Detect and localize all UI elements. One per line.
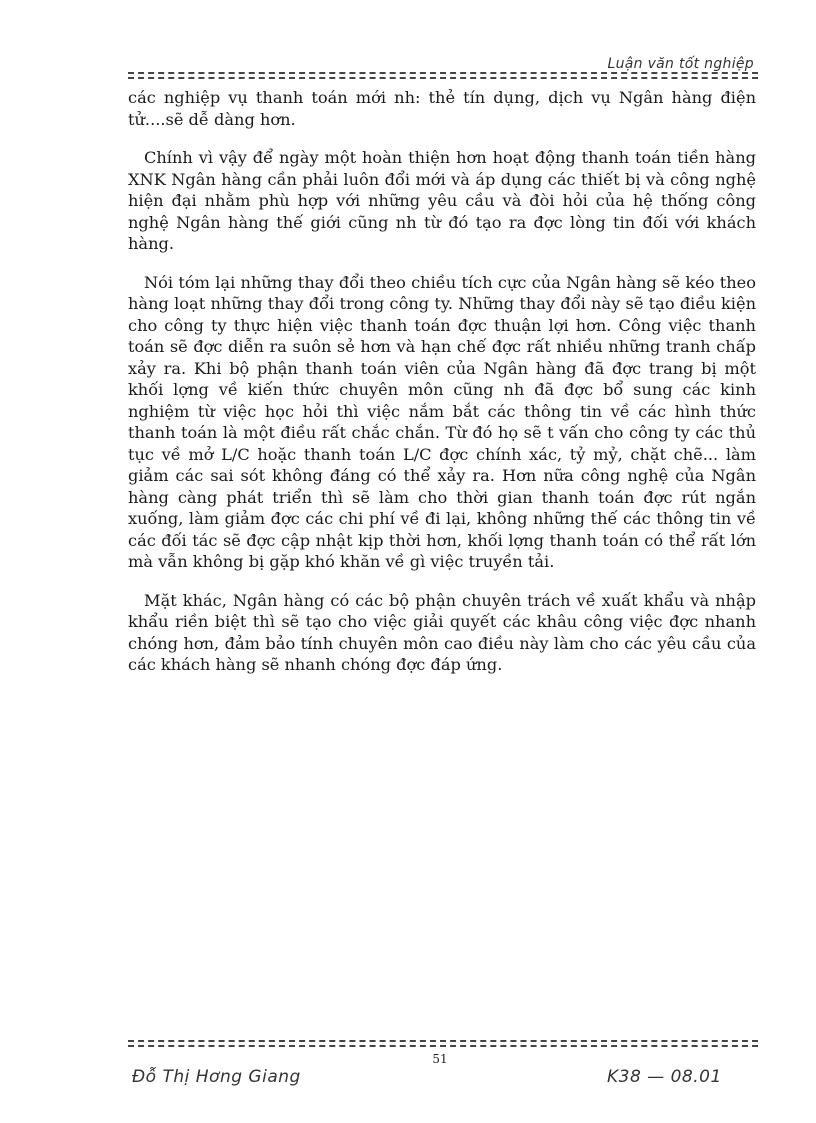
paragraph-continued: các nghiệp vụ thanh toán mới nh: thẻ tín dụng, dịch vụ Ngân hàng điện tử....sẽ dễ dàng hơn. — [128, 88, 756, 129]
page-number: 51 — [432, 1052, 448, 1066]
paragraph: Nói tóm lại những thay đổi theo chiều tích cực của Ngân hàng sẽ kéo theo hàng loạt những thay đổi trong công ty. Những thay đổi này sẽ tạo điều kiện cho công ty thực hiện việc thanh toán đợc thuận lợi hơn. Công việc thanh toán sẽ đợc diễn ra suôn sẻ hơn và hạn chế đợc rất nhiều những tranh chấp xảy ra. Khi bộ phận thanh toán viên của Ngân hàng đã đợc trang bị một khối lợng về kiến thức chuyên môn cũng nh đã đợc bổ sung các kinh nghiệm từ việc học hỏi thì việc nắm bắt các thông tin về các hình thức thanh toán là một điều rất chắc chắn. Từ đó họ sẽ t vấn cho công ty các thủ tục về mở L/C hoặc thanh toán L/C đợc chính xác, tỷ mỷ, chặt chẽ... làm giảm các sai sót không đáng có thể xảy ra. Hơn nữa công nghệ của Ngân hàng càng phát triển thì sẽ làm cho thời gian thanh toán đợc rút ngắn xuống, làm giảm đợc các chi phí về đi lại, không những thế các thông tin về các đối tác sẽ đợc cập nhật kịp thời hơn, khối lợng thanh toán có thể rất lớn mà vẫn không bị gặp khó khăn về gì việc truyền tải. — [128, 272, 756, 571]
footer-divider-top — [128, 1040, 758, 1042]
footer-author: Đỗ Thị Hơng Giang — [132, 1067, 301, 1087]
header-divider-bottom — [128, 77, 758, 79]
footer-class-code: K38 — 08.01 — [607, 1067, 722, 1087]
running-header-title: Luận văn tốt nghiệp — [607, 56, 754, 72]
header-divider-top — [128, 72, 758, 74]
footer-divider-bottom — [128, 1045, 758, 1047]
document-body — [128, 87, 756, 693]
paragraph: Mặt khác, Ngân hàng có các bộ phận chuyên trách về xuất khẩu và nhập khẩu riền biệt thì sẽ tạo cho việc giải quyết các khâu công việc đợc nhanh chóng hơn, đảm bảo tính chuyên môn cao điều này làm cho các yêu cầu của các khách hàng sẽ nhanh chóng đợc đáp ứng. — [128, 590, 756, 674]
paragraph: Chính vì vậy để ngày một hoàn thiện hơn hoạt động thanh toán tiền hàng XNK Ngân hàng cần phải luôn đổi mới và áp dụng các thiết bị và công nghệ hiện đại nhằm phù hợp với những yêu cầu và đòi hỏi của hệ thống công nghệ Ngân hàng thế giới cũng nh từ đó tạo ra đợc lòng tin đối với khách hàng. — [128, 148, 756, 253]
